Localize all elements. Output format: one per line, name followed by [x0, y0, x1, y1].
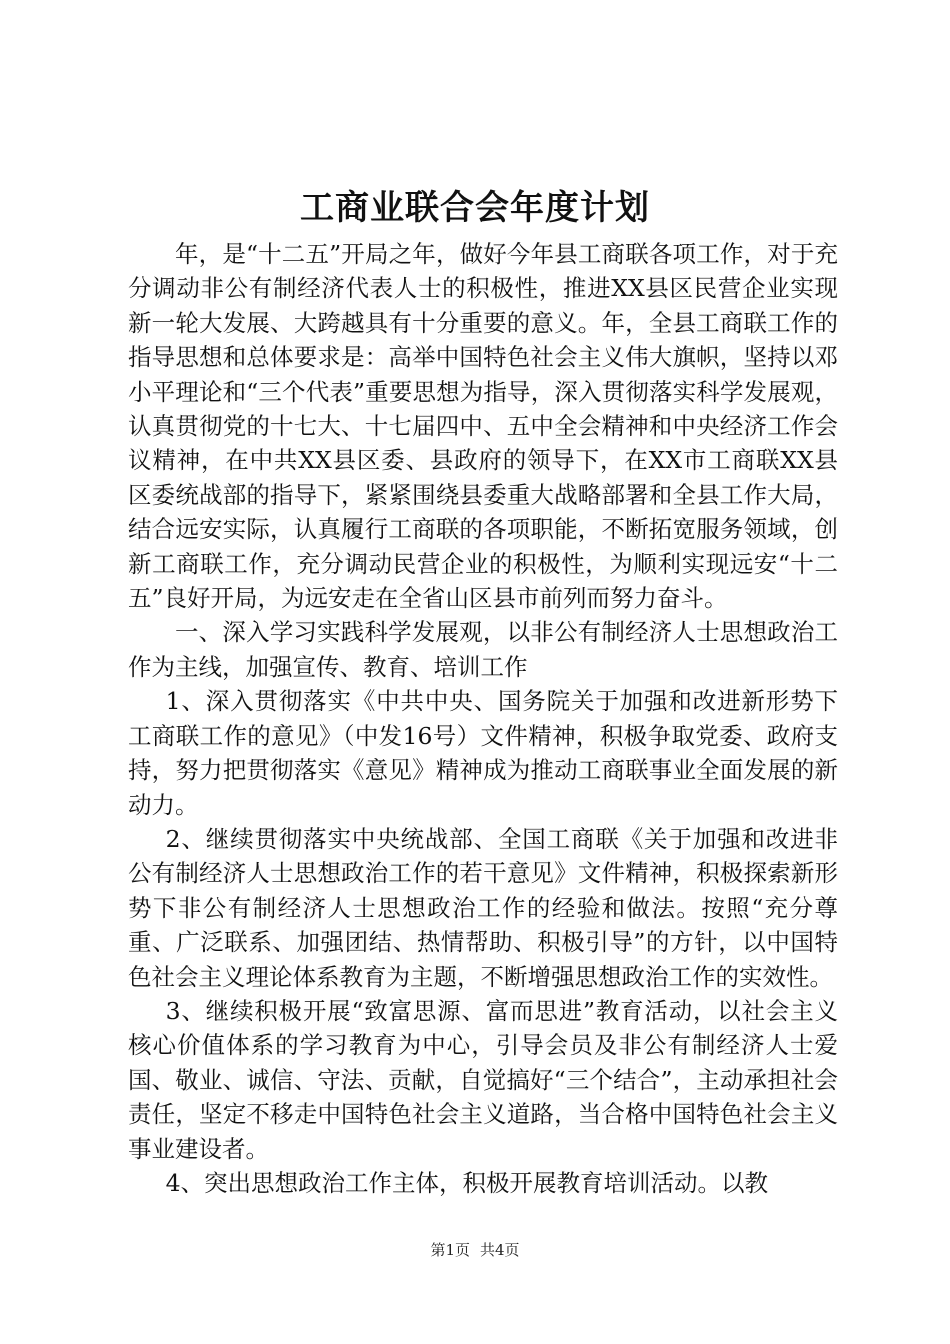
- document-body: [128, 237, 838, 1200]
- paragraph-item-4: 4、突出思想政治工作主体，积极开展教育培训活动。以教: [165, 1168, 769, 1197]
- paragraph-item-2: 2、继续贯彻落实中央统战部、全国工商联《关于加强和改进非公有制经济人士思想政治工作的若干意见》文件精神，积极探索新形势下非公有制经济人士思想政治工作的经验和做法。按照“充分尊重、广泛联系、加强团结、热情帮助、积极引导”的方针，以中国特色社会主义理论体系教育为主题，不断增强思想政治工作的实效性。: [128, 824, 838, 991]
- document-title: 工商业联合会年度计划: [300, 188, 650, 228]
- page-number: 第1页: [430, 1241, 470, 1259]
- paragraph-item-3: 3、继续积极开展“致富思源、富而思进”教育活动，以社会主义核心价值体系的学习教育为中心，引导会员及非公有制经济人士爱国、敬业、诚信、守法、贡献，自觉搞好“三个结合”，主动承担社会责任，坚定不移走中国特色社会主义道路，当合格中国特色社会主义事业建设者。: [128, 996, 838, 1163]
- paragraph-intro: 年，是“十二五”开局之年，做好今年县工商联各项工作，对于充分调动非公有制经济代表人士的积极性，推进XX县区民营企业实现新一轮大发展、大跨越具有十分重要的意义。年，全县工商联工作的指导思想和总体要求是：高举中国特色社会主义伟大旗帜，坚持以邓小平理论和“三个代表”重要思想为指导，深入贯彻落实科学发展观，认真贯彻党的十七大、十七届四中、五中全会精神和中央经济工作会议精神，在中共XX县区委、县政府的领导下，在XX市工商联XX县区委统战部的指导下，紧紧围绕县委重大战略部署和全县工作大局，结合远安实际，认真履行工商联的各项职能，不断拓宽服务领域，创新工商联工作，充分调动民营企业的积极性，为顺利实现远安“十二五”良好开局，为远安走在全省山区县市前列而努力奋斗。: [128, 240, 838, 613]
- paragraph-item-1: 1、深入贯彻落实《中共中央、国务院关于加强和改进新形势下工商联工作的意见》（中发16号）文件精神，积极争取党委、政府支持，努力把贯彻落实《意见》精神成为推动工商联事业全面发展的新动力。: [128, 687, 838, 819]
- page-footer: [0, 1240, 950, 1260]
- page-total: 共4页: [480, 1241, 520, 1259]
- paragraph-section-1-heading: 一、深入学习实践科学发展观，以非公有制经济人士思想政治工作为主线，加强宣传、教育、培训工作: [128, 618, 838, 681]
